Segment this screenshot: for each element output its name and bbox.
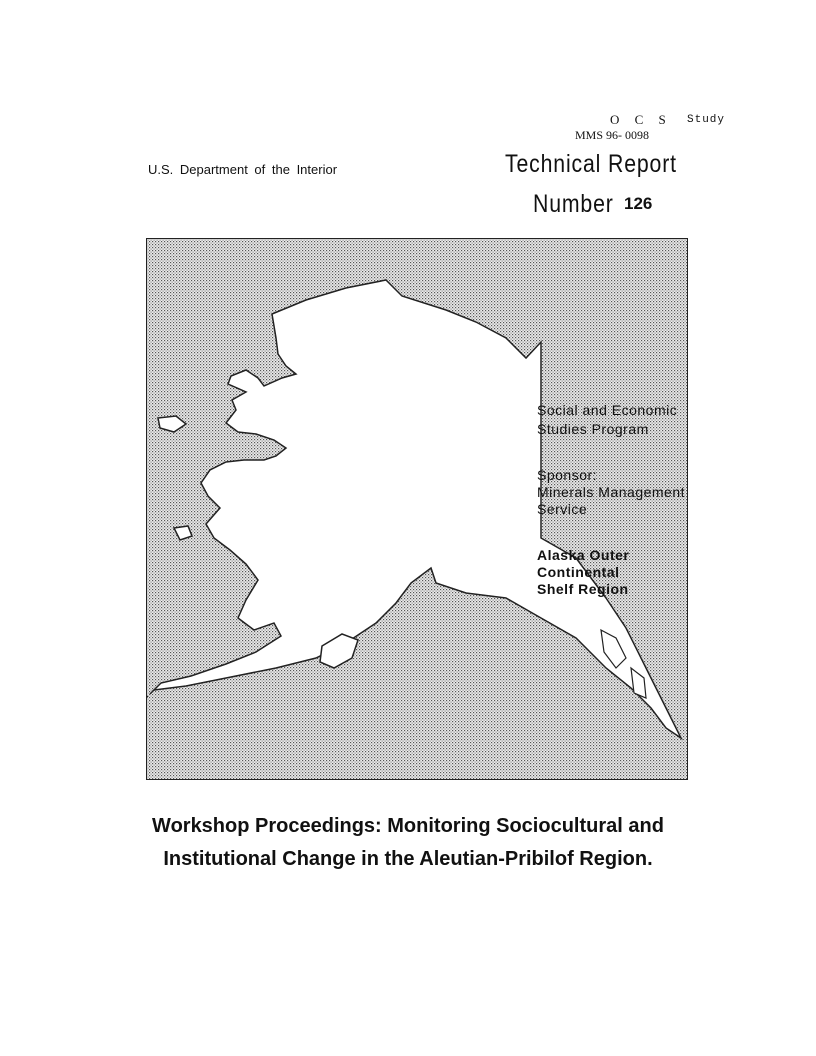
technical-report-label: Technical Report [505, 150, 677, 178]
sponsor-label: Sponsor: [537, 467, 598, 483]
region-line-3: Shelf Region [537, 581, 629, 597]
ocs-label: O C S [610, 112, 672, 127]
program-line-1: Social and Economic [537, 402, 678, 418]
sponsor-line-2: Service [537, 501, 588, 517]
region-line-1: Alaska Outer [537, 547, 630, 563]
program-line-2: Studies Program [537, 421, 649, 437]
study-label: Study [687, 114, 726, 126]
sponsor-line-1: Minerals Management [537, 484, 686, 500]
sponsor-block [537, 467, 685, 518]
region-block [537, 547, 629, 598]
number-label: Number [533, 190, 614, 218]
mms-number: MMS 96- 0098 [575, 128, 650, 142]
report-title-line-1: Workshop Proceedings: Monitoring Sociocultural and [152, 815, 664, 837]
region-line-2: Continental [537, 564, 620, 580]
report-number: 126 [624, 194, 653, 213]
department-name: U.S. Department of the Interior [148, 162, 338, 177]
program-block [537, 401, 677, 439]
report-title-line-2: Institutional Change in the Aleutian-Pribilof Region. [163, 848, 653, 870]
